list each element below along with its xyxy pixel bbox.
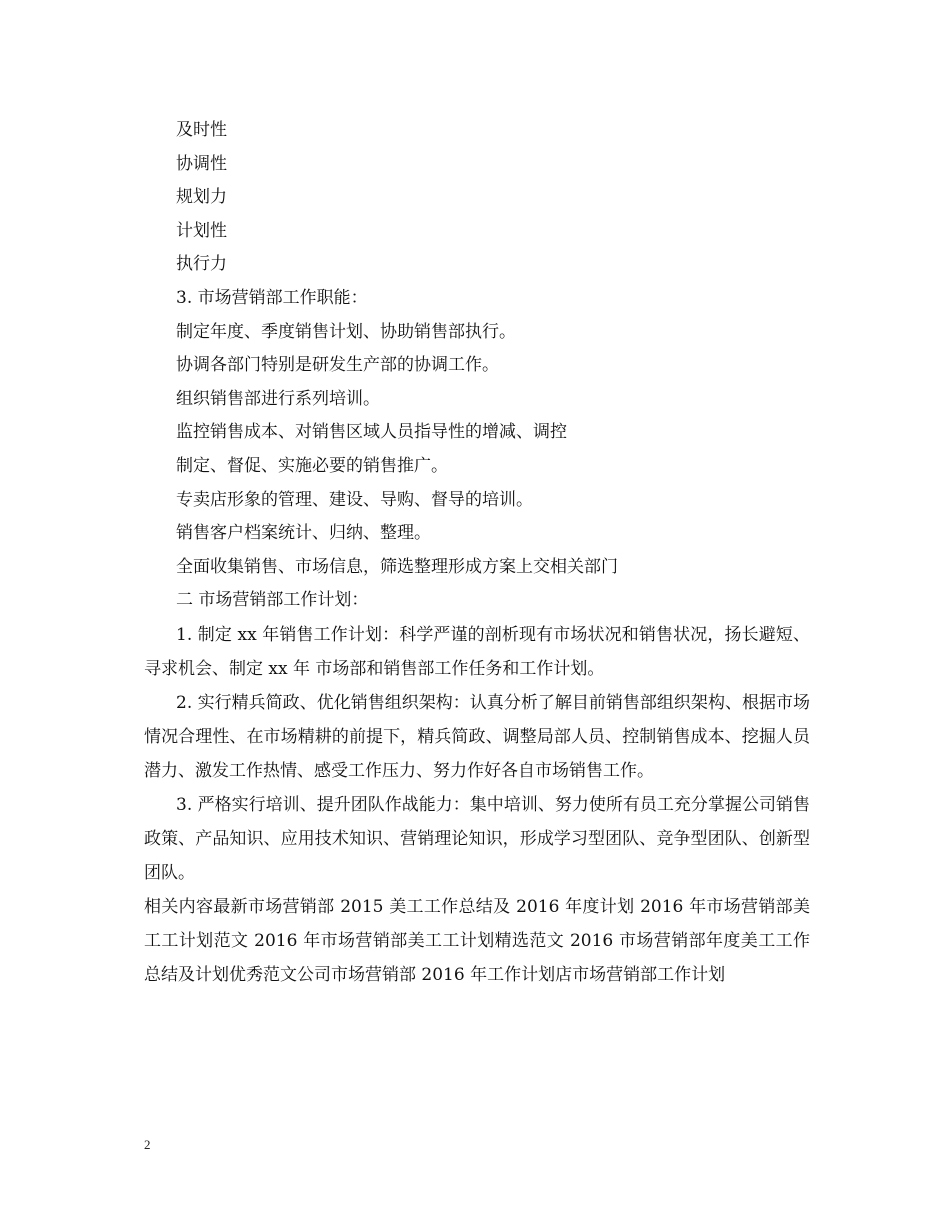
plan-paragraph: 2. 实行精兵简政、优化销售组织架构：认真分析了解目前销售部组织架构、根据市场情况合理性、在市场精耕的前提下，精兵简政、调整局部人员、控制销售成本、挖掘人员潜力、激发工作热情、感受工作压力、努力作好各自市场销售工作。 [144, 692, 810, 781]
plan-paragraph: 3. 严格实行培训、提升团队作战能力：集中培训、努力使所有员工充分掌握公司销售政策、产品知识、应用技术知识、营销理论知识，形成学习型团队、竞争型团队、创新型团队。 [144, 794, 810, 883]
function-item: 组织销售部进行系列培训。 [176, 388, 380, 409]
list-item: 协调性 [176, 153, 227, 174]
section-heading: 二 市场营销部工作计划： [176, 590, 369, 611]
function-item: 全面收集销售、市场信息，筛选整理形成方案上交相关部门 [176, 556, 618, 577]
page-number: 2 [144, 1137, 151, 1152]
function-item: 销售客户档案统计、归纳、整理。 [176, 523, 431, 544]
related-content: 相关内容最新市场营销部 2015 美工工作总结及 2016 年度计划 2016 年市场营销部美工工计划范文 2016 年市场营销部美工工计划精选范文 2016 市场营销部年度美工工作总结及计划优秀范文公司市场营销部 2016 年工作计划店市场营销部工作计划 [144, 896, 810, 985]
section-heading: 3. 市场营销部工作职能： [176, 287, 368, 308]
list-item: 及时性 [176, 120, 227, 140]
function-item: 制定年度、季度销售计划、协助销售部执行。 [176, 321, 516, 342]
function-item: 监控销售成本、对销售区域人员指导性的增减、调控 [176, 422, 567, 443]
document-body [144, 114, 810, 992]
plan-paragraph: 1. 制定 xx 年销售工作计划：科学严谨的剖析现有市场状况和销售状况，扬长避短、寻求机会、制定 xx 年 市场部和销售部工作任务和工作计划。 [144, 624, 810, 679]
list-item: 执行力 [176, 254, 227, 275]
function-item: 专卖店形象的管理、建设、导购、督导的培训。 [176, 489, 533, 510]
function-item: 协调各部门特别是研发生产部的协调工作。 [176, 355, 499, 376]
function-item: 制定、督促、实施必要的销售推广。 [176, 455, 448, 476]
list-item: 计划性 [176, 220, 227, 241]
list-item: 规划力 [176, 187, 227, 208]
